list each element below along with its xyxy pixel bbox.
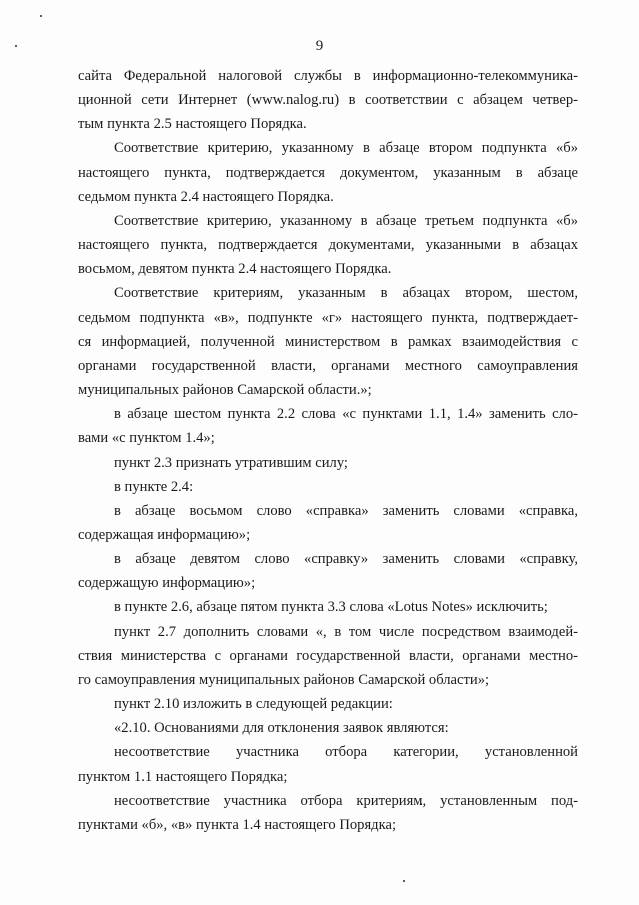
text-line: Соответствие критериям, указанным в абзацах втором, шестом, — [114, 285, 578, 302]
text-line: седьмом подпункта «в», подпункте «г» настоящего пункта, подтверждает- — [78, 309, 578, 326]
text-line: ствия министерства с органами государственной власти, органами местно- — [78, 647, 578, 664]
text-line: несоответствие участника отбора критериям, установленным под- — [114, 792, 578, 809]
text-line: восьмом, девятом пункта 2.4 настоящего Порядка. — [78, 261, 392, 278]
text-line: «2.10. Основаниями для отклонения заявок являются: — [114, 720, 449, 737]
text-line: сайта Федеральной налоговой службы в информационно-телекоммуника- — [78, 68, 578, 84]
scan-speck — [403, 880, 405, 882]
text-line: органами государственной власти, органами местного самоуправления — [78, 357, 578, 374]
text-line: муниципальных районов Самарской области.»; — [78, 382, 372, 399]
text-line: пункт 2.7 дополнить словами «, в том числе посредством взаимодей- — [114, 623, 578, 640]
text-line: вами «с пунктом 1.4»; — [78, 430, 215, 447]
text-line: седьмом пункта 2.4 настоящего Порядка. — [78, 188, 334, 205]
text-line: в пункте 2.4: — [114, 478, 194, 495]
text-line: в абзаце шестом пункта 2.2 слова «с пунктами 1.1, 1.4» заменить сло- — [114, 406, 578, 423]
text-line: содержащая информацию»; — [78, 526, 251, 543]
text-line: Соответствие критерию, указанному в абзаце третьем подпункта «б» — [114, 212, 578, 229]
text-line: в пункте 2.6, абзаце пятом пункта 3.3 слова «Lotus Notes» исключить; — [114, 599, 548, 616]
text-line: ционной сети Интернет (www.nalog.ru) в соответствии с абзацем четвер- — [78, 92, 578, 109]
document-body — [78, 64, 578, 837]
text-line: в абзаце девятом слово «справку» заменить словами «справку, — [114, 551, 578, 568]
text-line: пункт 2.3 признать утратившим силу; — [114, 454, 348, 471]
text-line: Соответствие критерию, указанному в абзаце втором подпункта «б» — [114, 140, 578, 157]
scan-speck — [40, 15, 42, 17]
text-line: ся информацией, полученной министерством в рамках взаимодействия с — [78, 333, 578, 350]
text-line: пунктом 1.1 настоящего Порядка; — [78, 768, 288, 785]
text-line: несоответствие участника отбора категории, установленной — [114, 744, 578, 761]
text-line: настоящего пункта, подтверждается документом, указанным в абзаце — [78, 164, 578, 181]
text-line: пункт 2.10 изложить в следующей редакции: — [114, 696, 393, 713]
text-line: содержащую информацию»; — [78, 575, 256, 592]
text-line: тым пункта 2.5 настоящего Порядка. — [78, 116, 307, 133]
text-line: настоящего пункта, подтверждается документами, указанными в абзацах — [78, 237, 578, 254]
page-number: 9 — [315, 38, 324, 54]
text-line: в абзаце восьмом слово «справка» заменить словами «справка, — [114, 502, 578, 519]
text-line: пунктами «б», «в» пункта 1.4 настоящего Порядка; — [78, 816, 397, 833]
text-line: го самоуправления муниципальных районов Самарской области»; — [78, 671, 490, 688]
